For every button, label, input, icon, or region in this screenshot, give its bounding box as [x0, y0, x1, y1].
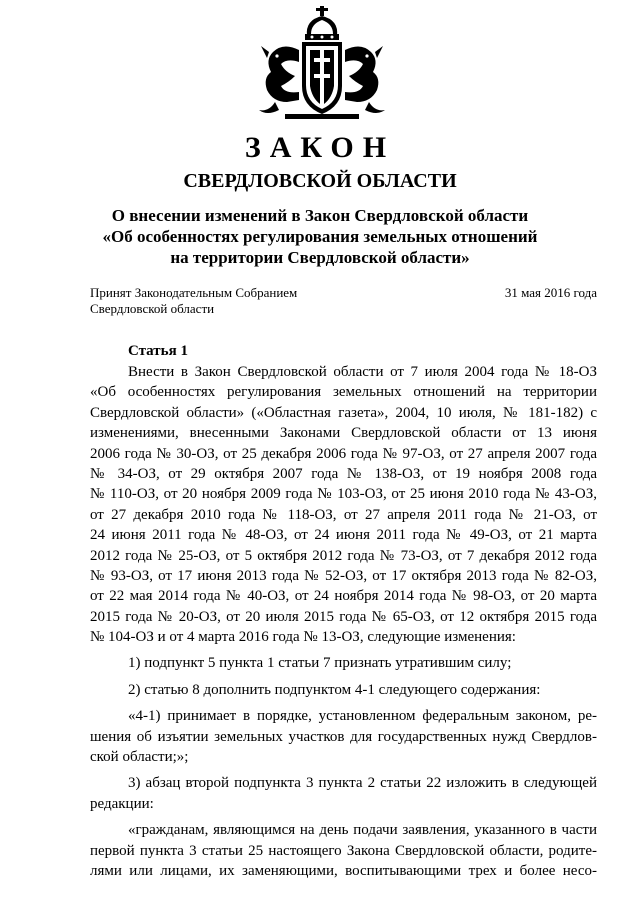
document-region: СВЕРДЛОВСКОЙ ОБЛАСТИ [183, 170, 457, 192]
paragraph-line: № 104-ОЗ и от 4 марта 2016 года № 13-ОЗ, следующие изменения: [90, 629, 516, 646]
paragraph-line: «Об особенностях регулирования земельных отношений на территории [90, 384, 597, 401]
paragraph-line: лями или лицами, их заменяющими, воспитывающими трех и более несо- [90, 862, 597, 879]
subtitle-line: «Об особенностях регулирования земельных отношений [102, 227, 538, 246]
adopted-by-line: Свердловской области [90, 301, 215, 316]
paragraph-line: 1) подпункт 5 пункта 1 статьи 7 признать утратившим силу; [128, 655, 512, 672]
adopted-by [90, 285, 297, 317]
subtitle-line: на территории Свердловской области» [170, 248, 470, 267]
document-subtitle [0, 205, 640, 268]
paragraph-line: «гражданам, являющимся на день подачи заявления, указанного в части [128, 822, 597, 839]
paragraph-line: ской области;»; [90, 749, 189, 766]
paragraph-line: шения об изъятии земельных участков для государственных нужд Свердлов- [90, 728, 597, 745]
paragraph [90, 362, 597, 647]
paragraph [90, 820, 597, 881]
coat-of-arms-icon [255, 6, 389, 122]
paragraph-line: от 27 декабря 2010 года № 118-ОЗ, от 27 апреля 2011 года № 21-ОЗ, от [90, 506, 597, 523]
base-icon [285, 114, 359, 119]
paragraph-line: 2) статью 8 дополнить подпунктом 4-1 следующего содержания: [128, 681, 541, 698]
paragraph-line: от 22 мая 2014 года № 40-ОЗ, от 24 ноября 2014 года № 98-ОЗ, от 20 марта [90, 588, 597, 605]
paragraph-line: № 34-ОЗ, от 29 октября 2007 года № 138-ОЗ, от 19 ноября 2008 года [90, 465, 597, 482]
paragraph [90, 706, 597, 767]
paragraph-line: 2012 года № 25-ОЗ, от 5 октября 2012 года № 73-ОЗ, от 7 декабря 2012 года [90, 547, 597, 564]
right-sable-icon [345, 46, 385, 113]
paragraph-line: редакции: [90, 795, 154, 812]
paragraph-line: 2006 года № 30-ОЗ, от 25 декабря 2006 года № 97-ОЗ, от 27 апреля 2007 года [90, 445, 597, 462]
paragraph-line: 3) абзац второй подпункта 3 пункта 2 статьи 22 изложить в следующей [128, 775, 597, 792]
article-body [90, 362, 597, 881]
paragraph [90, 773, 597, 814]
document-title: ЗАКОН [244, 131, 396, 164]
article-heading: Статья 1 [128, 343, 188, 359]
paragraph-line: № 110-ОЗ, от 20 ноября 2009 года № 103-ОЗ, от 25 июня 2010 года № 43-ОЗ, [90, 486, 597, 503]
paragraph-line: Свердловской области» («Областная газета», 2004, 10 июля, № 181-182) с [90, 404, 597, 421]
crown-icon [305, 6, 339, 40]
adoption-date: 31 мая 2016 года [504, 285, 597, 300]
left-sable-icon [259, 46, 299, 113]
paragraph-line: Внести в Закон Свердловской области от 7 июля 2004 года № 18-ОЗ [128, 364, 597, 380]
paragraph-line: первой пункта 3 статьи 25 настоящего Закона Свердловской области, родите- [90, 842, 597, 859]
adopted-by-line: Принят Законодательным Собранием [90, 285, 298, 300]
paragraph-line: «4-1) принимает в порядке, установленном федеральным законом, ре- [128, 708, 597, 725]
shield-icon [302, 42, 342, 114]
paragraph-line: 2015 года № 20-ОЗ, от 20 июля 2015 года № 65-ОЗ, от 12 октября 2015 года [90, 608, 597, 625]
paragraph-line: № 93-ОЗ, от 17 июня 2013 года № 52-ОЗ, от 17 октября 2013 года № 82-ОЗ, [90, 567, 597, 584]
paragraph [90, 680, 597, 700]
paragraph-line: изменениями, внесенными Законами Свердловской области от 13 июня [90, 425, 597, 442]
subtitle-line: О внесении изменений в Закон Свердловской области [111, 206, 529, 225]
paragraph [90, 653, 597, 673]
paragraph-line: 24 июня 2011 года № 48-ОЗ, от 24 июня 2011 года № 49-ОЗ, от 21 марта [90, 527, 597, 544]
